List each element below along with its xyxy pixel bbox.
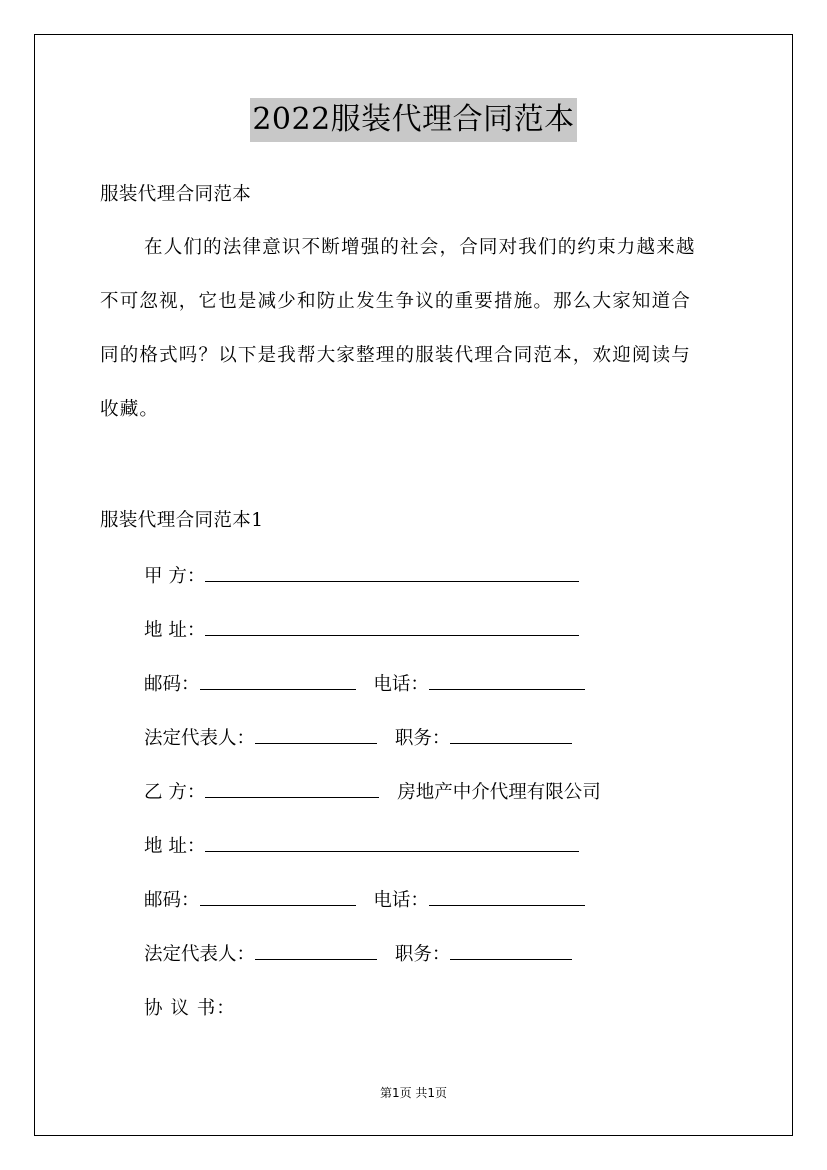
address-b-row [144, 832, 579, 858]
address-b-label: 地 址： [144, 836, 206, 857]
address-a-label: 地 址： [144, 620, 206, 641]
phone-a-blank[interactable] [429, 671, 585, 690]
title-container [0, 98, 827, 142]
position-a-blank[interactable] [450, 725, 572, 744]
legal-rep-a-blank[interactable] [255, 725, 377, 744]
party-a-label: 甲 方： [144, 566, 206, 587]
postcode-a-blank[interactable] [200, 671, 356, 690]
legal-rep-b-label: 法定代表人： [144, 944, 256, 965]
legal-rep-a-label: 法定代表人： [144, 728, 256, 749]
phone-b-blank[interactable] [429, 887, 585, 906]
postcode-a-label: 邮码： [144, 674, 200, 695]
party-b-row [144, 778, 601, 804]
rep-a-row [144, 724, 572, 750]
phone-b-label: 电话： [373, 890, 429, 911]
agreement-label: 协 议 书： [144, 998, 236, 1019]
postcode-b-label: 邮码： [144, 890, 200, 911]
postcode-b-blank[interactable] [200, 887, 356, 906]
intro-paragraph [100, 230, 728, 446]
contact-a-row [144, 670, 585, 696]
position-b-label: 职务： [394, 944, 451, 965]
party-a-row [144, 562, 579, 588]
phone-a-label: 电话： [373, 674, 429, 695]
legal-rep-b-blank[interactable] [255, 941, 377, 960]
party-b-label: 乙 方： [144, 782, 206, 803]
intro-line: 同的格式吗？以下是我帮大家整理的服装代理合同范本，欢迎阅读与 [100, 345, 692, 366]
document-subtitle: 服装代理合同范本 [100, 184, 252, 205]
page-footer: 第1页 共1页 [379, 1086, 448, 1100]
intro-line: 在人们的法律意识不断增强的社会，合同对我们的约束力越来越 [144, 237, 696, 258]
intro-line: 不可忽视，它也是减少和防止发生争议的重要措施。那么大家知道合 [100, 291, 692, 312]
address-b-blank[interactable] [205, 833, 579, 852]
address-a-blank[interactable] [205, 617, 579, 636]
party-b-name: 房地产中介代理有限公司 [397, 782, 601, 803]
section-title: 服装代理合同范本1 [100, 510, 264, 531]
party-a-blank[interactable] [205, 563, 579, 582]
position-b-blank[interactable] [450, 941, 572, 960]
contact-b-row [144, 886, 585, 912]
position-a-label: 职务： [394, 728, 451, 749]
document-title: 2022服装代理合同范本 [250, 98, 576, 142]
rep-b-row [144, 940, 572, 966]
address-a-row [144, 616, 579, 642]
intro-line: 收藏。 [100, 399, 160, 420]
party-b-blank[interactable] [205, 779, 379, 798]
